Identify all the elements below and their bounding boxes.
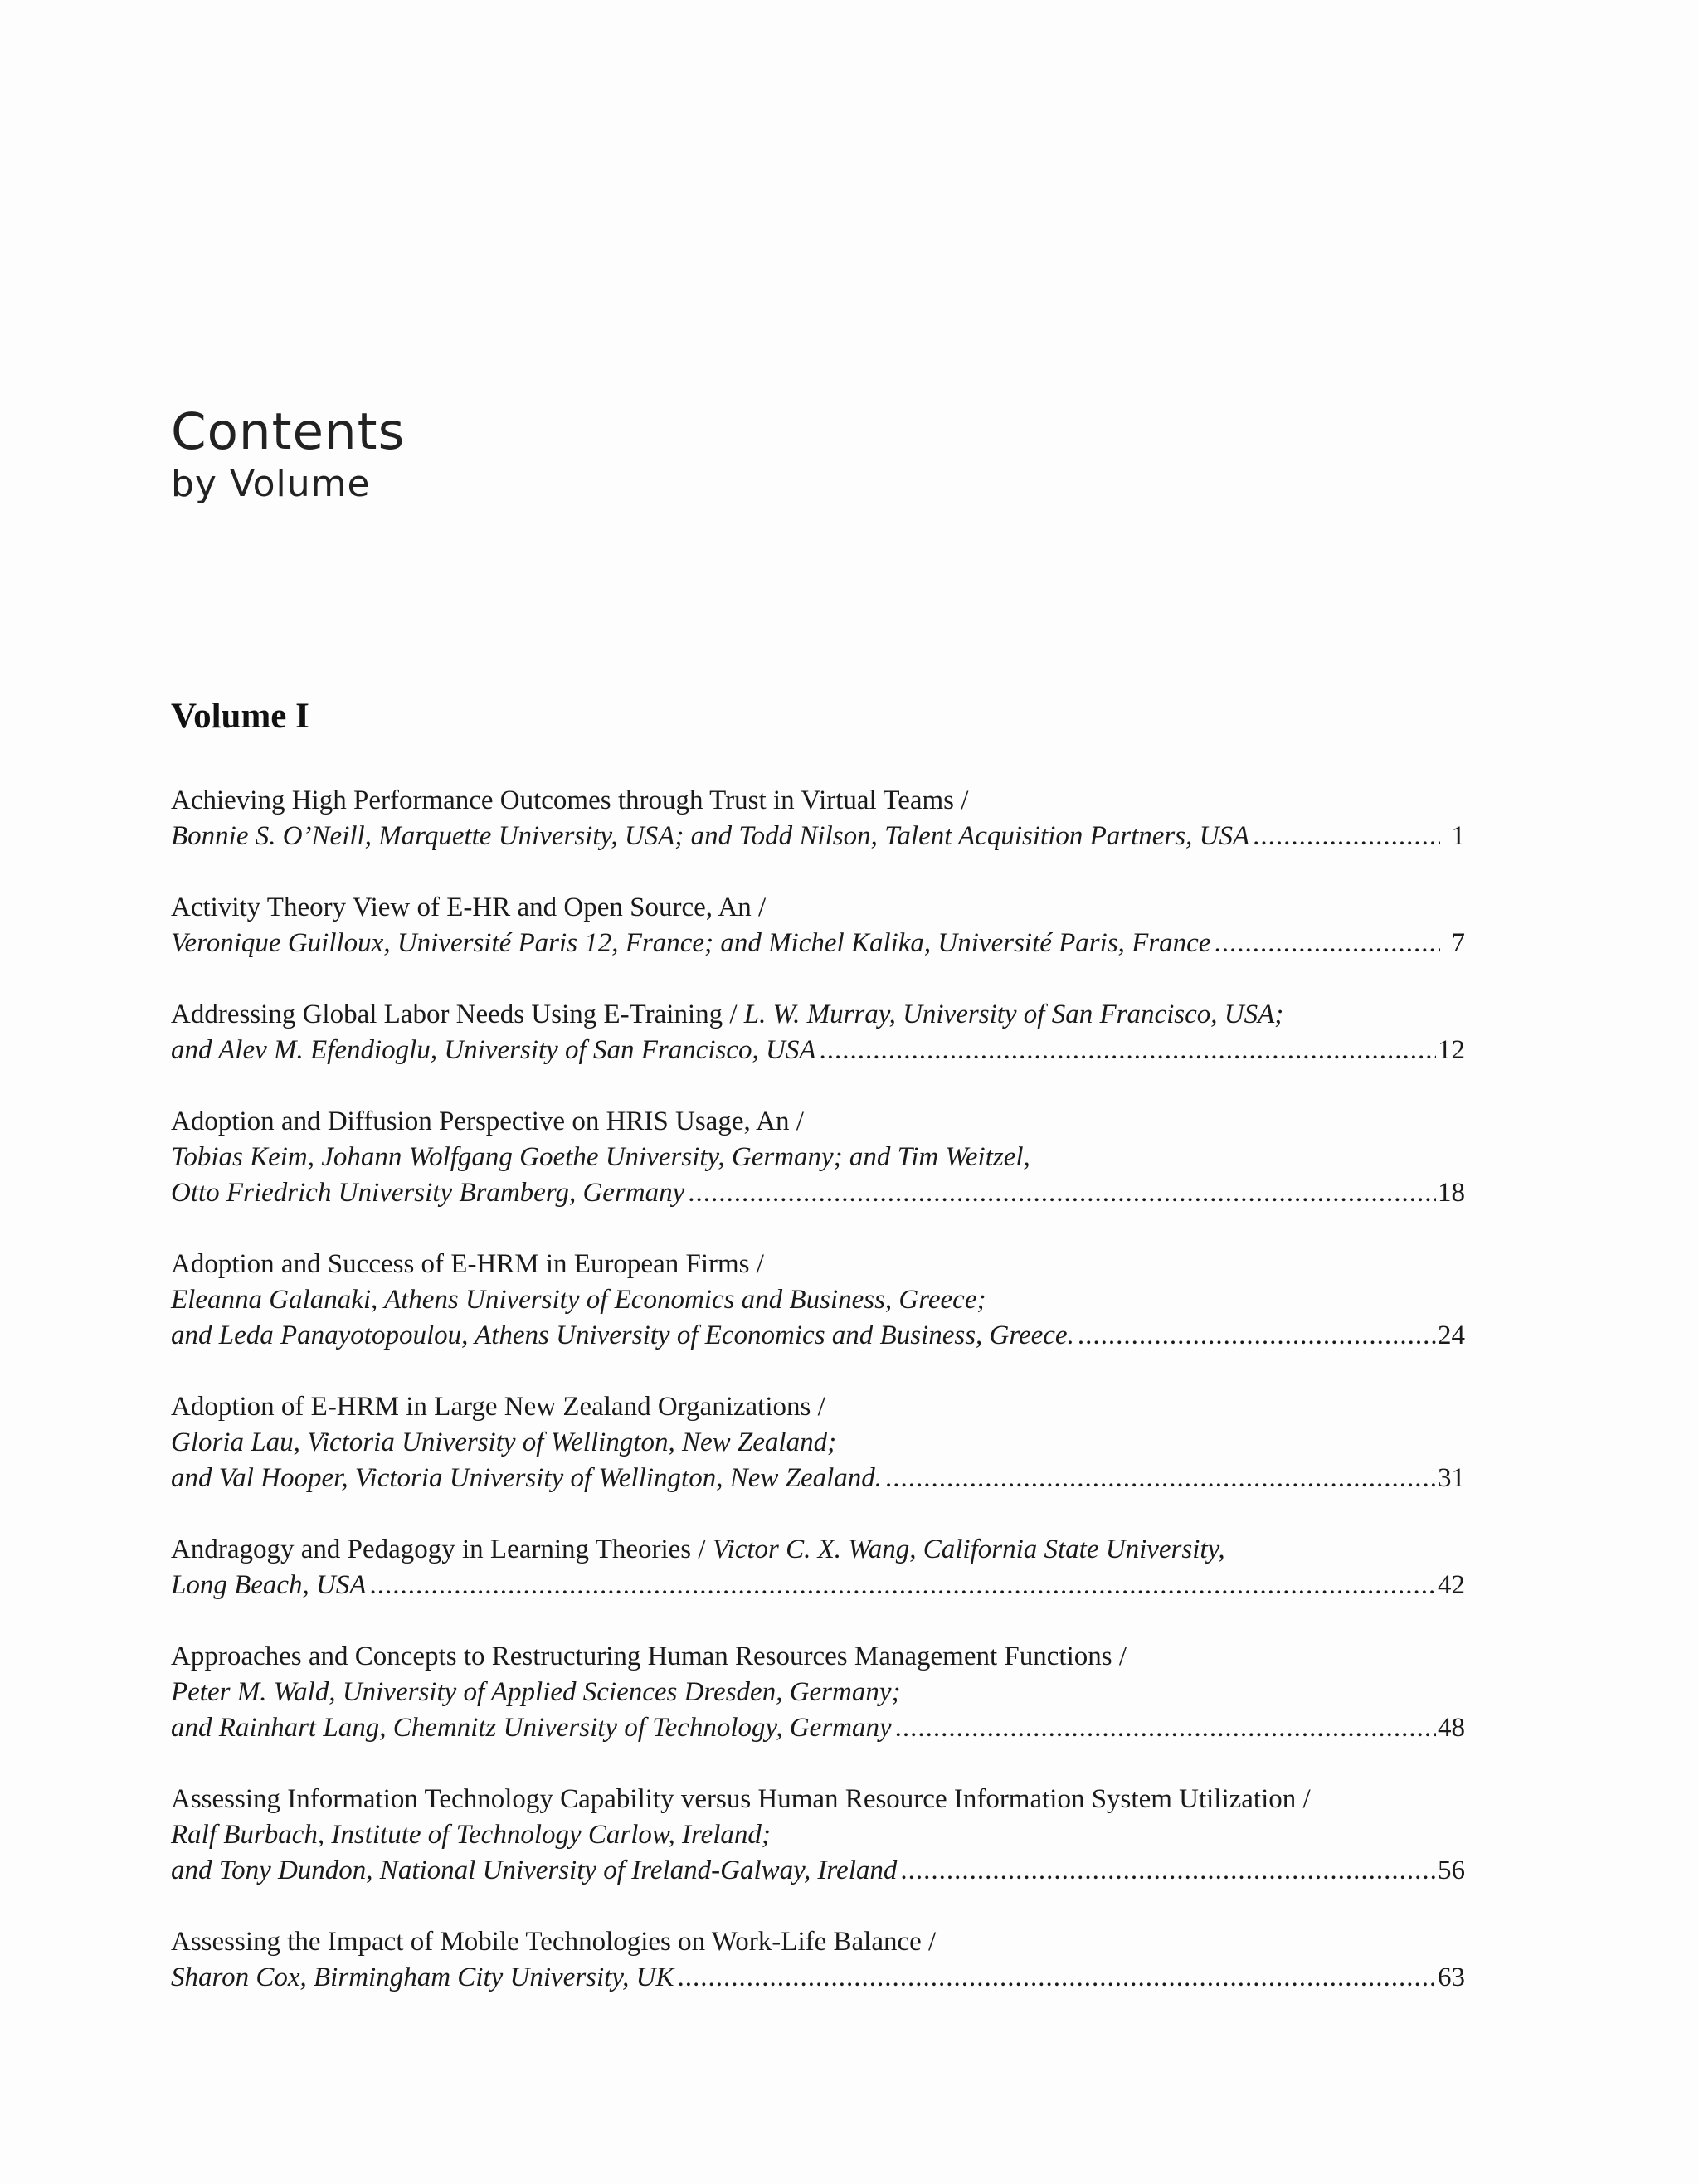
toc-entry-page-number[interactable]: 1 [1451, 821, 1465, 851]
toc-entry[interactable] [171, 1532, 1465, 1603]
dot-leader [885, 1461, 1436, 1496]
toc-entry-author-line [171, 1461, 1465, 1496]
toc-entry-authors: Long Beach, USA [171, 1570, 367, 1600]
toc-entry-authors: and Val Hooper, Victoria University of Wellington, New Zealand. [171, 1463, 883, 1493]
dot-leader [1214, 926, 1440, 961]
toc-entry-authors: Otto Friedrich University Bramberg, Germany [171, 1178, 685, 1208]
toc-entry-page-number[interactable]: 7 [1451, 928, 1465, 958]
dot-leader [900, 1853, 1436, 1889]
toc-entry-author-line [171, 1175, 1465, 1211]
toc-entry-page-number[interactable]: 63 [1438, 1963, 1465, 1992]
toc-entry-authors: Gloria Lau, Victoria University of Wellington, New Zealand; [171, 1428, 837, 1457]
toc-entry-title: Adoption and Success of E-HRM in European Firms / [171, 1249, 764, 1279]
toc-entry-title-line [171, 890, 1465, 926]
toc-entry-list [171, 783, 1465, 2031]
toc-entry[interactable] [171, 890, 1465, 961]
toc-entry-authors: Ralf Burbach, Institute of Technology Carlow, Ireland; [171, 1820, 771, 1850]
toc-entry-title-line [171, 1924, 1465, 1960]
dot-leader [678, 1960, 1436, 1996]
toc-entry[interactable] [171, 783, 1465, 854]
toc-entry[interactable] [171, 1389, 1465, 1496]
toc-entry[interactable] [171, 997, 1465, 1068]
toc-entry-authors: and Tony Dundon, National University of Ireland-Galway, Ireland [171, 1856, 898, 1885]
toc-entry-title-line [171, 1247, 1465, 1282]
toc-entry-authors: Sharon Cox, Birmingham City University, UK [171, 1963, 674, 1992]
toc-entry-title-line [171, 1389, 1465, 1425]
toc-entry-author-line [171, 1568, 1465, 1603]
toc-entry-authors: and Rainhart Lang, Chemnitz University of Technology, Germany [171, 1713, 892, 1743]
toc-entry-page-number[interactable]: 12 [1438, 1035, 1465, 1065]
dot-leader [1078, 1318, 1436, 1354]
toc-entry[interactable] [171, 1104, 1465, 1211]
dot-leader [1253, 819, 1440, 854]
dot-leader [370, 1568, 1436, 1603]
toc-entry-title-line [171, 1639, 1465, 1675]
toc-entry-title-line [171, 783, 1465, 819]
toc-entry-author-line [171, 1817, 1465, 1853]
volume-heading: Volume I [171, 697, 309, 736]
toc-entry-title: Achieving High Performance Outcomes through Trust in Virtual Teams / [171, 786, 969, 815]
toc-entry-authors: Peter M. Wald, University of Applied Sciences Dresden, Germany; [171, 1677, 901, 1707]
toc-entry-author-line [171, 1960, 1465, 1996]
toc-entry-authors: Eleanna Galanaki, Athens University of Economics and Business, Greece; [171, 1285, 986, 1315]
dot-leader [688, 1175, 1436, 1211]
toc-entry-authors: Victor C. X. Wang, California State University, [712, 1535, 1225, 1564]
toc-entry-author-line [171, 1710, 1465, 1746]
toc-entry-title: Adoption and Diffusion Perspective on HRIS Usage, An / [171, 1107, 804, 1136]
toc-entry-title: Addressing Global Labor Needs Using E-Training / [171, 1000, 738, 1029]
toc-entry-title-line [171, 1782, 1465, 1817]
dot-leader [820, 1033, 1437, 1068]
page-title: Contents [171, 402, 406, 461]
toc-entry-title-line [171, 1532, 1465, 1568]
toc-entry-authors: Bonnie S. O’Neill, Marquette University, USA; and Todd Nilson, Talent Acquisition Partners, USA [171, 821, 1250, 851]
toc-entry-author-line [171, 1033, 1465, 1068]
toc-entry-author-line [171, 926, 1465, 961]
toc-entry-author-line [171, 1318, 1465, 1354]
toc-entry-page-number[interactable]: 56 [1438, 1856, 1465, 1885]
toc-entry-authors: L. W. Murray, University of San Francisco, USA; [743, 1000, 1284, 1029]
toc-entry-title: Approaches and Concepts to Restructuring Human Resources Management Functions / [171, 1642, 1127, 1671]
toc-entry-title-line [171, 1104, 1465, 1140]
toc-entry-title: Adoption of E-HRM in Large New Zealand Organizations / [171, 1392, 825, 1422]
toc-entry-authors: Veronique Guilloux, Université Paris 12, France; and Michel Kalika, Université Paris, France [171, 928, 1211, 958]
toc-entry-page-number[interactable]: 18 [1438, 1178, 1465, 1208]
contents-title-block [171, 403, 405, 508]
toc-entry-title: Activity Theory View of E-HR and Open Source, An / [171, 893, 767, 922]
toc-entry-title: Assessing Information Technology Capability versus Human Resource Information System Utilization / [171, 1784, 1311, 1814]
toc-entry-author-line [171, 1282, 1465, 1318]
toc-entry-page-number[interactable]: 48 [1438, 1713, 1465, 1743]
toc-entry[interactable] [171, 1924, 1465, 1996]
toc-entry-page-number[interactable]: 24 [1438, 1321, 1465, 1350]
toc-entry-authors: and Alev M. Efendioglu, University of San Francisco, USA [171, 1035, 816, 1065]
toc-entry-author-line [171, 819, 1465, 854]
toc-entry-author-line [171, 1140, 1465, 1175]
toc-entry-author-line [171, 1853, 1465, 1889]
toc-entry-authors: Tobias Keim, Johann Wolfgang Goethe University, Germany; and Tim Weitzel, [171, 1142, 1030, 1172]
page-subtitle: by Volume [171, 463, 371, 505]
toc-entry[interactable] [171, 1639, 1465, 1746]
toc-entry-authors: and Leda Panayotopoulou, Athens University of Economics and Business, Greece. [171, 1321, 1074, 1350]
toc-entry-title: Andragogy and Pedagogy in Learning Theories / [171, 1535, 706, 1564]
toc-entry-title: Assessing the Impact of Mobile Technologies on Work-Life Balance / [171, 1927, 937, 1957]
toc-entry[interactable] [171, 1247, 1465, 1354]
toc-entry[interactable] [171, 1782, 1465, 1889]
dot-leader [895, 1710, 1436, 1746]
toc-entry-author-line [171, 1425, 1465, 1461]
toc-entry-page-number[interactable]: 42 [1438, 1570, 1465, 1600]
toc-entry-author-line [171, 1675, 1465, 1710]
toc-entry-page-number[interactable]: 31 [1438, 1463, 1465, 1493]
toc-entry-title-line [171, 997, 1465, 1033]
